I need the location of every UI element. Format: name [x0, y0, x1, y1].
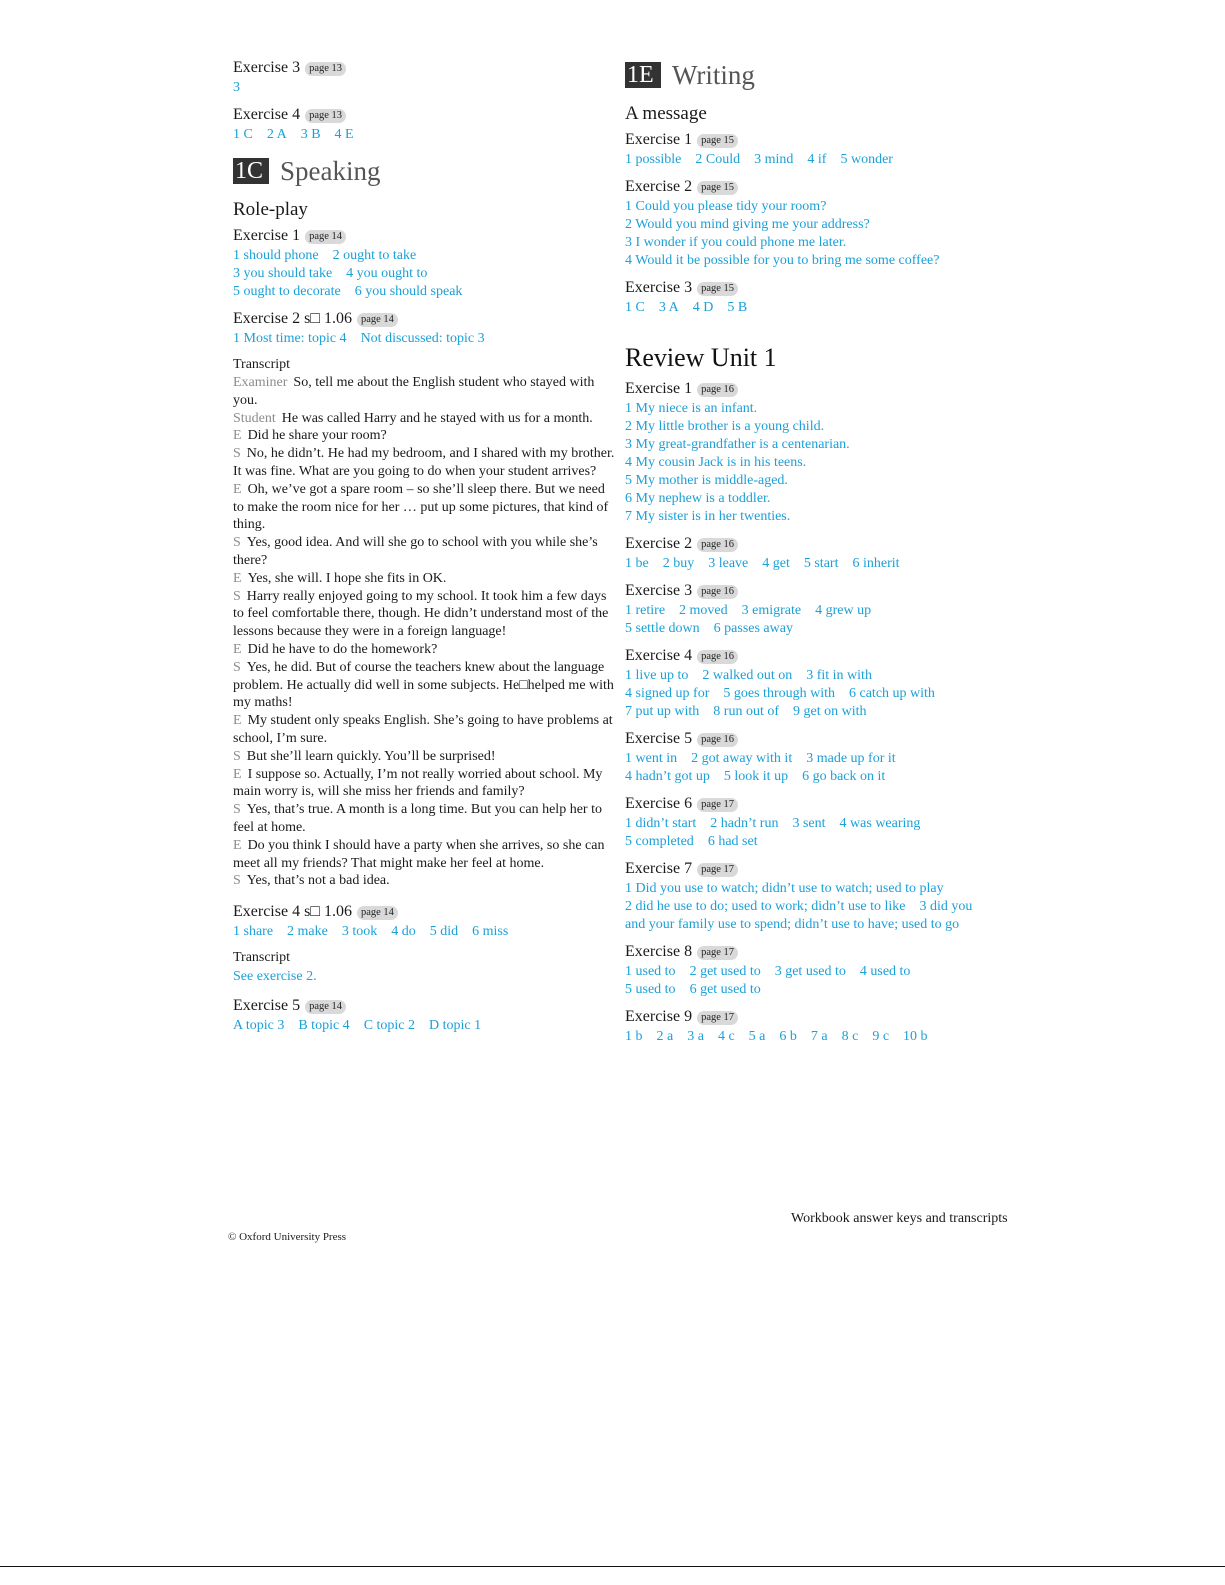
answer-line — [625, 963, 1025, 981]
answer-line — [625, 151, 1025, 169]
footer-title: Workbook answer keys and transcripts — [791, 1211, 1008, 1226]
speech-text: I suppose so. Actually, I’m not really worried about school. My main worry is, will she miss her friends and family? — [233, 766, 603, 800]
exercise-heading — [625, 130, 1025, 150]
exercise-block — [625, 581, 1025, 638]
transcript-line — [233, 801, 618, 837]
answer-item: 1 C — [233, 127, 253, 142]
page-reference-badge: page 15 — [697, 282, 738, 296]
answer-item: 1 possible — [625, 152, 682, 167]
answer-item: 7 a — [810, 1029, 828, 1044]
answer-list — [233, 79, 618, 97]
exercise-title: Exercise 4 s□ 1.06 — [233, 903, 352, 921]
answer-item: 4 grew up — [815, 603, 872, 618]
answer-item: 1 live up to — [625, 668, 689, 683]
answer-line — [233, 126, 618, 144]
section-title: Speaking — [280, 156, 381, 186]
answer-item: 3 leave — [708, 556, 749, 571]
transcript-line — [233, 837, 618, 873]
answer-item: 3 did you — [919, 899, 973, 914]
answer-item: 3 — [233, 80, 240, 95]
answer-list — [625, 880, 1025, 934]
answer-item: 2 hadn’t run — [710, 816, 779, 831]
exercise-heading — [625, 794, 1025, 814]
transcript-line — [233, 766, 618, 802]
speech-text: No, he didn’t. He had my bedroom, and I shared with my brother. It was fine. What are you going to do when your student arrives? — [233, 446, 615, 479]
answer-item: 6 go back on it — [802, 769, 886, 784]
speaker-label: E — [233, 481, 242, 497]
answer-item: 8 c — [841, 1029, 859, 1044]
answer-line — [625, 833, 1025, 851]
speaker-label: Student — [233, 410, 276, 426]
answer-item: 6 catch up with — [849, 686, 935, 701]
answer-list — [233, 247, 618, 301]
answer-item: 5 look it up — [723, 769, 789, 784]
speech-text: Oh, we’ve got a spare room – so she’ll sleep there. But we need to make the room nice for her … put up some pictures, that kind of thing. — [233, 481, 609, 533]
page-reference-badge: page 16 — [697, 585, 738, 599]
page-reference-badge: page 17 — [697, 946, 738, 960]
answer-list — [625, 602, 1025, 638]
section-heading-speaking — [233, 156, 618, 186]
answer-item: 1 Did you use to watch; didn’t use to watch; used to play — [625, 881, 944, 896]
answer-line — [233, 265, 618, 283]
exercise-title: Exercise 2 s□ 1.06 — [233, 310, 352, 327]
answer-line — [625, 472, 1025, 490]
answer-line — [625, 750, 1025, 768]
answer-item: 5 My mother is middle-aged. — [625, 473, 788, 488]
answer-item: 1 should phone — [233, 248, 319, 263]
page-reference-badge: page 16 — [697, 538, 738, 552]
answer-item: 4 if — [807, 152, 827, 167]
answer-list — [625, 750, 1025, 786]
speaker-label: S — [233, 802, 241, 818]
answer-line — [625, 216, 1025, 234]
transcript-line — [233, 712, 618, 748]
exercise-title: Exercise 2 — [625, 178, 693, 195]
answer-item: 3 get used to — [774, 964, 846, 979]
answer-item: 1 share — [233, 924, 274, 940]
answer-item: C topic 2 — [363, 1018, 416, 1034]
page-reference-badge: page 13 — [305, 109, 346, 123]
answer-item: 4 used to — [859, 964, 911, 979]
speech-text: So, tell me about the English student who stayed with you. — [233, 375, 595, 408]
answer-item: 2 Would you mind giving me your address? — [625, 217, 870, 232]
answer-item: 1 didn’t start — [625, 816, 697, 831]
speaker-label: S — [233, 535, 241, 551]
exercise-block — [233, 226, 618, 301]
answer-item: 1 b — [625, 1029, 643, 1044]
speaker-label: Examiner — [233, 375, 288, 390]
exercise-heading — [625, 729, 1025, 749]
answer-item: A topic 3 — [233, 1018, 285, 1034]
answer-line — [625, 880, 1025, 898]
answer-item: 5 B — [727, 300, 748, 315]
page-reference-badge: page 16 — [697, 383, 738, 397]
answer-item: 6 passes away — [713, 621, 793, 636]
answer-item: 6 b — [779, 1029, 797, 1044]
exercise-heading — [625, 646, 1025, 666]
section-heading-writing — [625, 60, 1025, 90]
answer-item: 9 get on with — [793, 704, 867, 719]
answer-item: 2 get used to — [689, 964, 761, 979]
answer-list — [625, 198, 1025, 270]
section-badge: 1C — [233, 158, 269, 184]
speech-text: Yes, he did. But of course the teachers knew about the language problem. He actually did well in some subjects. He□helped me with my maths! — [233, 659, 614, 711]
answer-item: 5 ought to decorate — [233, 284, 341, 299]
answer-list — [233, 1017, 618, 1035]
exercise-title: Exercise 1 — [233, 227, 301, 244]
exercise-title: Exercise 3 — [625, 279, 693, 296]
answer-item: 6 miss — [472, 924, 509, 940]
answer-item: 4 was wearing — [839, 816, 921, 831]
review-unit-title: Review Unit 1 — [625, 343, 777, 372]
answer-list — [233, 330, 618, 348]
answer-item: 6 inherit — [852, 556, 900, 571]
answer-line — [625, 667, 1025, 685]
page-reference-badge: page 14 — [357, 313, 398, 327]
answer-list — [625, 400, 1025, 526]
answer-item: 3 fit in with — [806, 668, 872, 683]
exercise-title: Exercise 3 — [625, 582, 693, 599]
answer-line — [625, 981, 1025, 999]
answer-line — [625, 252, 1025, 270]
answer-item: Not discussed: topic 3 — [360, 331, 485, 346]
answer-item: 7 My sister is in her twenties. — [625, 509, 791, 524]
answer-line — [625, 620, 1025, 638]
answer-item: 1 used to — [625, 964, 676, 979]
answer-line — [233, 247, 618, 265]
answer-list — [625, 555, 1025, 573]
subheading-role-play: Role-play — [233, 199, 308, 220]
answer-item: 4 Would it be possible for you to bring me some coffee? — [625, 253, 940, 268]
answer-item: 5 goes through with — [723, 686, 835, 701]
answer-item: 10 b — [903, 1029, 928, 1044]
speaker-label: E — [233, 428, 242, 444]
right-column — [625, 58, 1025, 1054]
transcript-line — [233, 570, 618, 588]
exercise-heading — [233, 105, 618, 125]
transcript-line — [233, 748, 618, 766]
transcript-line — [233, 427, 618, 445]
answer-item: 1 be — [625, 556, 649, 571]
answer-item: 3 mind — [754, 152, 794, 167]
exercise-block — [625, 278, 1025, 317]
answer-line — [625, 703, 1025, 721]
answer-list — [625, 815, 1025, 851]
page-reference-badge: page 17 — [697, 798, 738, 812]
speaker-label: S — [233, 748, 241, 764]
answer-line — [625, 1028, 1025, 1046]
answer-list — [233, 126, 618, 144]
transcript-line — [233, 481, 618, 534]
answer-item: 3 A — [658, 300, 679, 315]
exercise-heading — [625, 177, 1025, 197]
speech-text: Yes, that’s true. A month is a long time. But you can help her to feel at home. — [233, 802, 602, 835]
page-reference-badge: page 16 — [697, 733, 738, 747]
answer-line — [625, 768, 1025, 786]
answer-line — [625, 436, 1025, 454]
answer-item: 5 used to — [625, 982, 676, 997]
subheading-a-message: A message — [625, 103, 707, 124]
answer-item: 4 hadn’t got up — [625, 769, 710, 784]
section-title: Writing — [672, 60, 755, 90]
answer-line — [625, 508, 1025, 526]
transcript — [233, 374, 618, 890]
answer-item: 4 My cousin Jack is in his teens. — [625, 455, 807, 470]
answer-list — [625, 299, 1025, 317]
exercise-heading — [233, 58, 618, 78]
speaker-label: E — [233, 570, 242, 586]
answer-item: 2 ought to take — [332, 248, 417, 263]
answer-item: 4 c — [717, 1029, 735, 1044]
exercise-title: Exercise 9 — [625, 1008, 693, 1025]
bottom-rule — [0, 1566, 1225, 1567]
page-reference-badge: page 15 — [697, 134, 738, 148]
exercise-title: Exercise 3 — [233, 59, 301, 76]
answer-list — [233, 923, 618, 941]
exercise-heading — [625, 581, 1025, 601]
speech-text: Did he share your room? — [247, 428, 387, 444]
answer-item: 3 you should take — [233, 266, 333, 281]
answer-line — [625, 198, 1025, 216]
answer-line — [233, 283, 618, 301]
answer-line — [233, 923, 618, 941]
answer-item: 2 Could — [695, 152, 741, 167]
exercise-title: Exercise 6 — [625, 795, 693, 812]
answer-item: 6 My nephew is a toddler. — [625, 491, 771, 506]
speech-text: Harry really enjoyed going to my school. It took him a few days to feel comfortable there, though. He didn’t understand most of the lessons because they were in a foreign language! — [233, 588, 609, 640]
answer-item: 2 moved — [679, 603, 728, 618]
answer-item: 2 A — [266, 127, 287, 142]
answer-item: 4 do — [391, 924, 416, 940]
speech-text: But she’ll learn quickly. You’ll be surprised! — [246, 748, 496, 764]
answer-line — [625, 685, 1025, 703]
page-reference-badge: page 13 — [305, 62, 346, 76]
answer-item: B topic 4 — [298, 1018, 350, 1034]
transcript-label: Transcript — [233, 357, 291, 372]
answer-item: 1 C — [625, 300, 645, 315]
exercise-heading — [233, 309, 618, 329]
exercise-block — [625, 646, 1025, 721]
answer-list — [625, 963, 1025, 999]
speech-text: Do you think I should have a party when she arrives, so she can meet all my friends? That might make her feel at home. — [233, 837, 605, 871]
left-column — [233, 58, 618, 1043]
speaker-label: S — [233, 659, 241, 675]
answer-line — [625, 299, 1025, 317]
speech-text: My student only speaks English. She’s going to have problems at school, I’m sure. — [233, 713, 613, 746]
exercise-heading — [625, 1007, 1025, 1027]
speaker-label: S — [233, 873, 241, 889]
answer-line — [625, 898, 1025, 916]
answer-list — [625, 151, 1025, 169]
exercise-heading — [625, 859, 1025, 879]
exercise-block — [625, 942, 1025, 999]
exercise-block — [625, 859, 1025, 934]
answer-line — [625, 916, 1025, 934]
answer-item: 3 I wonder if you could phone me later. — [625, 235, 847, 250]
exercise-heading — [233, 996, 618, 1016]
exercise-title: Exercise 2 — [625, 535, 693, 552]
answer-item: 5 wonder — [840, 152, 893, 167]
page-reference-badge: page 14 — [357, 906, 398, 920]
exercise-title: Exercise 7 — [625, 860, 693, 877]
exercise-block — [625, 794, 1025, 851]
answer-item: 6 get used to — [689, 982, 761, 997]
answer-item: 2 did he use to do; used to work; didn’t use to like — [625, 899, 906, 914]
transcript-line — [233, 534, 618, 570]
speaker-label: E — [233, 837, 242, 853]
page-reference-badge: page 15 — [697, 181, 738, 195]
exercise-heading — [233, 902, 618, 922]
answer-item: 2 walked out on — [702, 668, 793, 683]
exercise-block — [233, 996, 618, 1035]
exercise-block — [625, 177, 1025, 270]
exercise-block — [625, 130, 1025, 169]
transcript-label: Transcript — [233, 950, 291, 966]
transcript-line — [233, 872, 618, 890]
speaker-label: S — [233, 446, 241, 462]
exercise-title: Exercise 4 — [625, 647, 693, 664]
exercise-heading — [625, 278, 1025, 298]
answer-item: 3 My great-grandfather is a centenarian. — [625, 437, 850, 452]
answer-line — [625, 454, 1025, 472]
page-reference-badge: page 17 — [697, 863, 738, 877]
answer-item: 3 emigrate — [741, 603, 802, 618]
answer-line — [625, 815, 1025, 833]
answer-line — [625, 555, 1025, 573]
answer-item: 5 did — [429, 924, 459, 940]
page-reference-badge: page 16 — [697, 650, 738, 664]
transcript-line — [233, 374, 618, 410]
answer-line — [625, 490, 1025, 508]
answer-line — [233, 1017, 618, 1035]
footer-copyright: © Oxford University Press — [228, 1231, 347, 1243]
answer-item: 3 took — [341, 924, 378, 940]
answer-item: 4 signed up for — [625, 686, 710, 701]
speaker-label: E — [233, 713, 242, 729]
speaker-label: S — [233, 588, 241, 604]
answer-line — [625, 234, 1025, 252]
answer-item: 5 a — [748, 1029, 766, 1044]
answer-line — [233, 79, 618, 97]
exercise-heading — [625, 942, 1025, 962]
exercise-block — [625, 379, 1025, 526]
answer-item: 4 you ought to — [346, 266, 428, 281]
answer-item: 5 completed — [625, 834, 694, 849]
answer-item: 4 D — [692, 300, 714, 315]
answer-item: 1 My niece is an infant. — [625, 401, 758, 416]
answer-item: 4 E — [334, 127, 354, 142]
exercise-title: Exercise 1 — [625, 131, 693, 148]
answer-item: 6 had set — [707, 834, 758, 849]
exercise-heading — [625, 379, 1025, 399]
exercise-title: Exercise 8 — [625, 943, 693, 960]
exercise-heading — [625, 534, 1025, 554]
transcript-line — [233, 410, 618, 428]
answer-item: 3 B — [300, 127, 321, 142]
answer-item: 1 retire — [625, 603, 666, 618]
exercise-title: Exercise 4 — [233, 106, 301, 123]
transcript-line — [233, 445, 618, 481]
speech-text: Yes, she will. I hope she fits in OK. — [247, 570, 447, 586]
speech-text: Yes, good idea. And will she go to school with you while she’s there? — [233, 535, 598, 568]
exercise-block — [625, 534, 1025, 573]
exercise-block — [233, 309, 618, 348]
answer-item: 1 Could you please tidy your room? — [625, 199, 827, 214]
transcript-reference: See exercise 2. — [233, 969, 317, 985]
section-badge: 1E — [625, 62, 661, 88]
speaker-label: E — [233, 766, 242, 782]
answer-item: 4 get — [762, 556, 790, 571]
page-reference-badge: page 14 — [305, 230, 346, 244]
answer-item: 9 c — [872, 1029, 890, 1044]
answer-line — [233, 330, 618, 348]
answer-item: 2 make — [287, 924, 328, 940]
answer-item: and your family use to spend; didn’t use to have; used to go — [625, 917, 960, 932]
answer-item: 5 settle down — [625, 621, 700, 636]
exercise-block — [233, 902, 618, 941]
transcript-line — [233, 659, 618, 712]
answer-item: 2 got away with it — [691, 751, 793, 766]
answer-item: 7 put up with — [625, 704, 700, 719]
answer-item: 6 you should speak — [354, 284, 463, 299]
transcript-line — [233, 588, 618, 641]
answer-list — [625, 1028, 1025, 1046]
answer-item: D topic 1 — [429, 1018, 482, 1034]
exercise-title: Exercise 5 — [625, 730, 693, 747]
answer-item: 5 start — [803, 556, 839, 571]
exercise-title: Exercise 5 — [233, 997, 301, 1015]
answer-line — [625, 418, 1025, 436]
exercise-title: Exercise 1 — [625, 380, 693, 397]
page-reference-badge: page 14 — [305, 1000, 346, 1014]
exercise-block — [625, 1007, 1025, 1046]
answer-item: 1 went in — [625, 751, 678, 766]
answer-item: 2 My little brother is a young child. — [625, 419, 825, 434]
exercise-block — [233, 105, 618, 144]
answer-line — [625, 602, 1025, 620]
answer-list — [625, 667, 1025, 721]
answer-item: 3 sent — [792, 816, 826, 831]
answer-item: 3 a — [687, 1029, 704, 1044]
answer-line — [625, 400, 1025, 418]
answer-item: 2 buy — [662, 556, 695, 571]
answer-item: 1 Most time: topic 4 — [233, 331, 347, 346]
page-reference-badge: page 17 — [697, 1011, 738, 1025]
transcript-line — [233, 641, 618, 659]
speech-text: He was called Harry and he stayed with us for a month. — [281, 410, 593, 426]
answer-item: 2 a — [656, 1029, 674, 1044]
exercise-block — [233, 58, 618, 97]
exercise-block — [625, 729, 1025, 786]
speech-text: Did he have to do the homework? — [247, 641, 438, 657]
speech-text: Yes, that’s not a bad idea. — [246, 873, 390, 889]
answer-item: 3 made up for it — [806, 751, 896, 766]
exercise-heading — [233, 226, 618, 246]
answer-item: 8 run out of — [713, 704, 779, 719]
speaker-label: E — [233, 641, 242, 657]
